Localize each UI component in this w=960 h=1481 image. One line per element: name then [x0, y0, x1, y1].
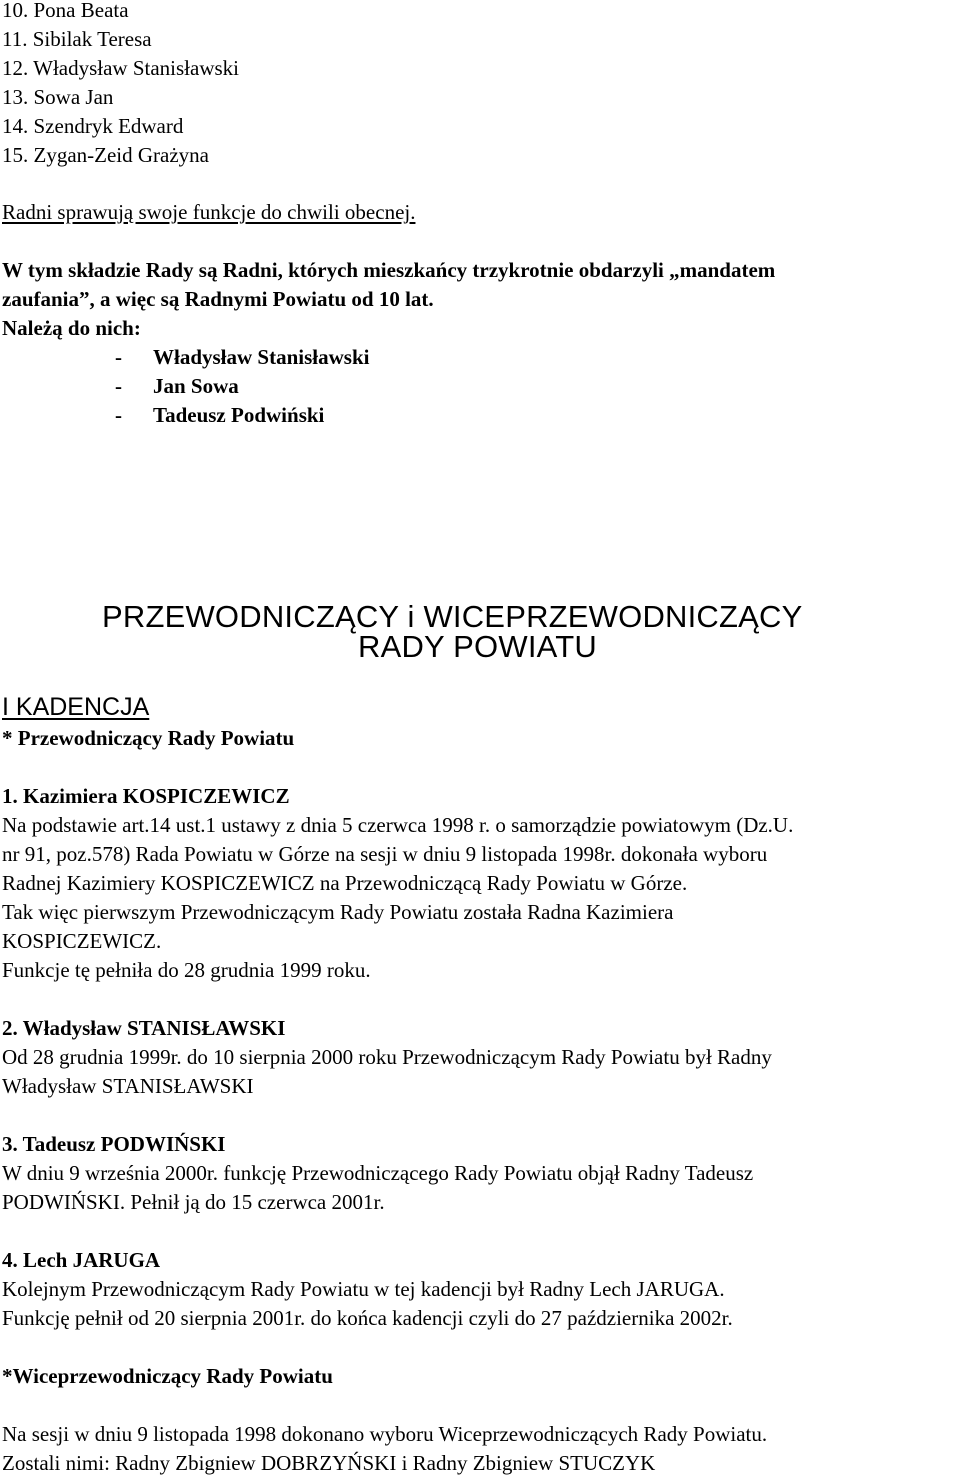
entry-title: 1. Kazimiera KOSPICZEWICZ — [2, 784, 290, 808]
paragraph-line: Od 28 grudnia 1999r. do 10 sierpnia 2000 roku Przewodniczącym Rady Powiatu był Radny — [2, 1045, 772, 1069]
paragraph-line: Kolejnym Przewodniczącym Rady Powiatu w tej kadencji był Radny Lech JARUGA. — [2, 1277, 725, 1301]
section-heading: PRZEWODNICZĄCY i WICEPRZEWODNICZĄCY — [102, 599, 803, 634]
member-item: - Władysław Stanisławski — [115, 345, 370, 369]
paragraph-line: Radnej Kazimiery KOSPICZEWICZ na Przewodniczącą Rady Powiatu w Górze. — [2, 871, 688, 895]
kadencja-title: I KADENCJA — [2, 693, 150, 721]
entry-title: 2. Władysław STANISŁAWSKI — [2, 1016, 286, 1040]
section-heading: RADY POWIATU — [358, 629, 597, 664]
paragraph-line: Zostali nimi: Radny Zbigniew DOBRZYŃSKI i Radny Zbigniew STUCZYK — [2, 1451, 656, 1475]
paragraph-line: PODWIŃSKI. Pełnił ją do 15 czerwca 2001r. — [2, 1190, 385, 1214]
list-item: 11. Sibilak Teresa — [2, 27, 152, 51]
list-item: 15. Zygan-Zeid Grażyna — [2, 143, 209, 167]
list-item: 13. Sowa Jan — [2, 85, 114, 109]
paragraph-line: Na podstawie art.14 ust.1 ustawy z dnia 5 czerwca 1998 r. o samorządzie powiatowym (Dz.U. — [2, 813, 794, 837]
paragraph-line: nr 91, poz.578) Rada Powiatu w Górze na sesji w dniu 9 listopada 1998r. dokonała wyboru — [2, 842, 768, 866]
paragraph-line: Funkcję pełnił od 20 sierpnia 2001r. do końca kadencji czyli do 27 października 2002r. — [2, 1306, 733, 1330]
przewodniczacy-title: * Przewodniczący Rady Powiatu — [2, 726, 295, 750]
radni-statement: Radni sprawują swoje funkcje do chwili obecnej. — [2, 200, 416, 224]
paragraph-line: KOSPICZEWICZ. — [2, 929, 162, 953]
entry-title: 4. Lech JARUGA — [2, 1248, 161, 1272]
paragraph-line: Na sesji w dniu 9 listopada 1998 dokonano wyboru Wiceprzewodniczących Rady Powiatu. — [2, 1422, 768, 1446]
wiceprzewodniczacy-title: *Wiceprzewodniczący Rady Powiatu — [2, 1364, 333, 1388]
list-item: 10. Pona Beata — [2, 0, 129, 22]
paragraph-line: Tak więc pierwszym Przewodniczącym Rady Powiatu została Radna Kazimiera — [2, 900, 674, 924]
paragraph-line: Władysław STANISŁAWSKI — [2, 1074, 254, 1098]
naleza-label: Należą do nich: — [2, 316, 141, 340]
entry-title: 3. Tadeusz PODWIŃSKI — [2, 1132, 226, 1156]
list-item: 14. Szendryk Edward — [2, 114, 184, 138]
mandate-line: W tym składzie Rady są Radni, których mieszkańcy trzykrotnie obdarzyli „mandatem — [2, 258, 776, 282]
paragraph-line: Funkcje tę pełniła do 28 grudnia 1999 roku. — [2, 958, 371, 982]
member-item: - Jan Sowa — [115, 374, 239, 398]
mandate-line: zaufania”, a więc są Radnymi Powiatu od 10 lat. — [2, 287, 434, 311]
member-item: - Tadeusz Podwiński — [115, 403, 325, 427]
paragraph-line: W dniu 9 września 2000r. funkcję Przewodniczącego Rady Powiatu objął Radny Tadeusz — [2, 1161, 754, 1185]
list-item: 12. Władysław Stanisławski — [2, 56, 240, 80]
